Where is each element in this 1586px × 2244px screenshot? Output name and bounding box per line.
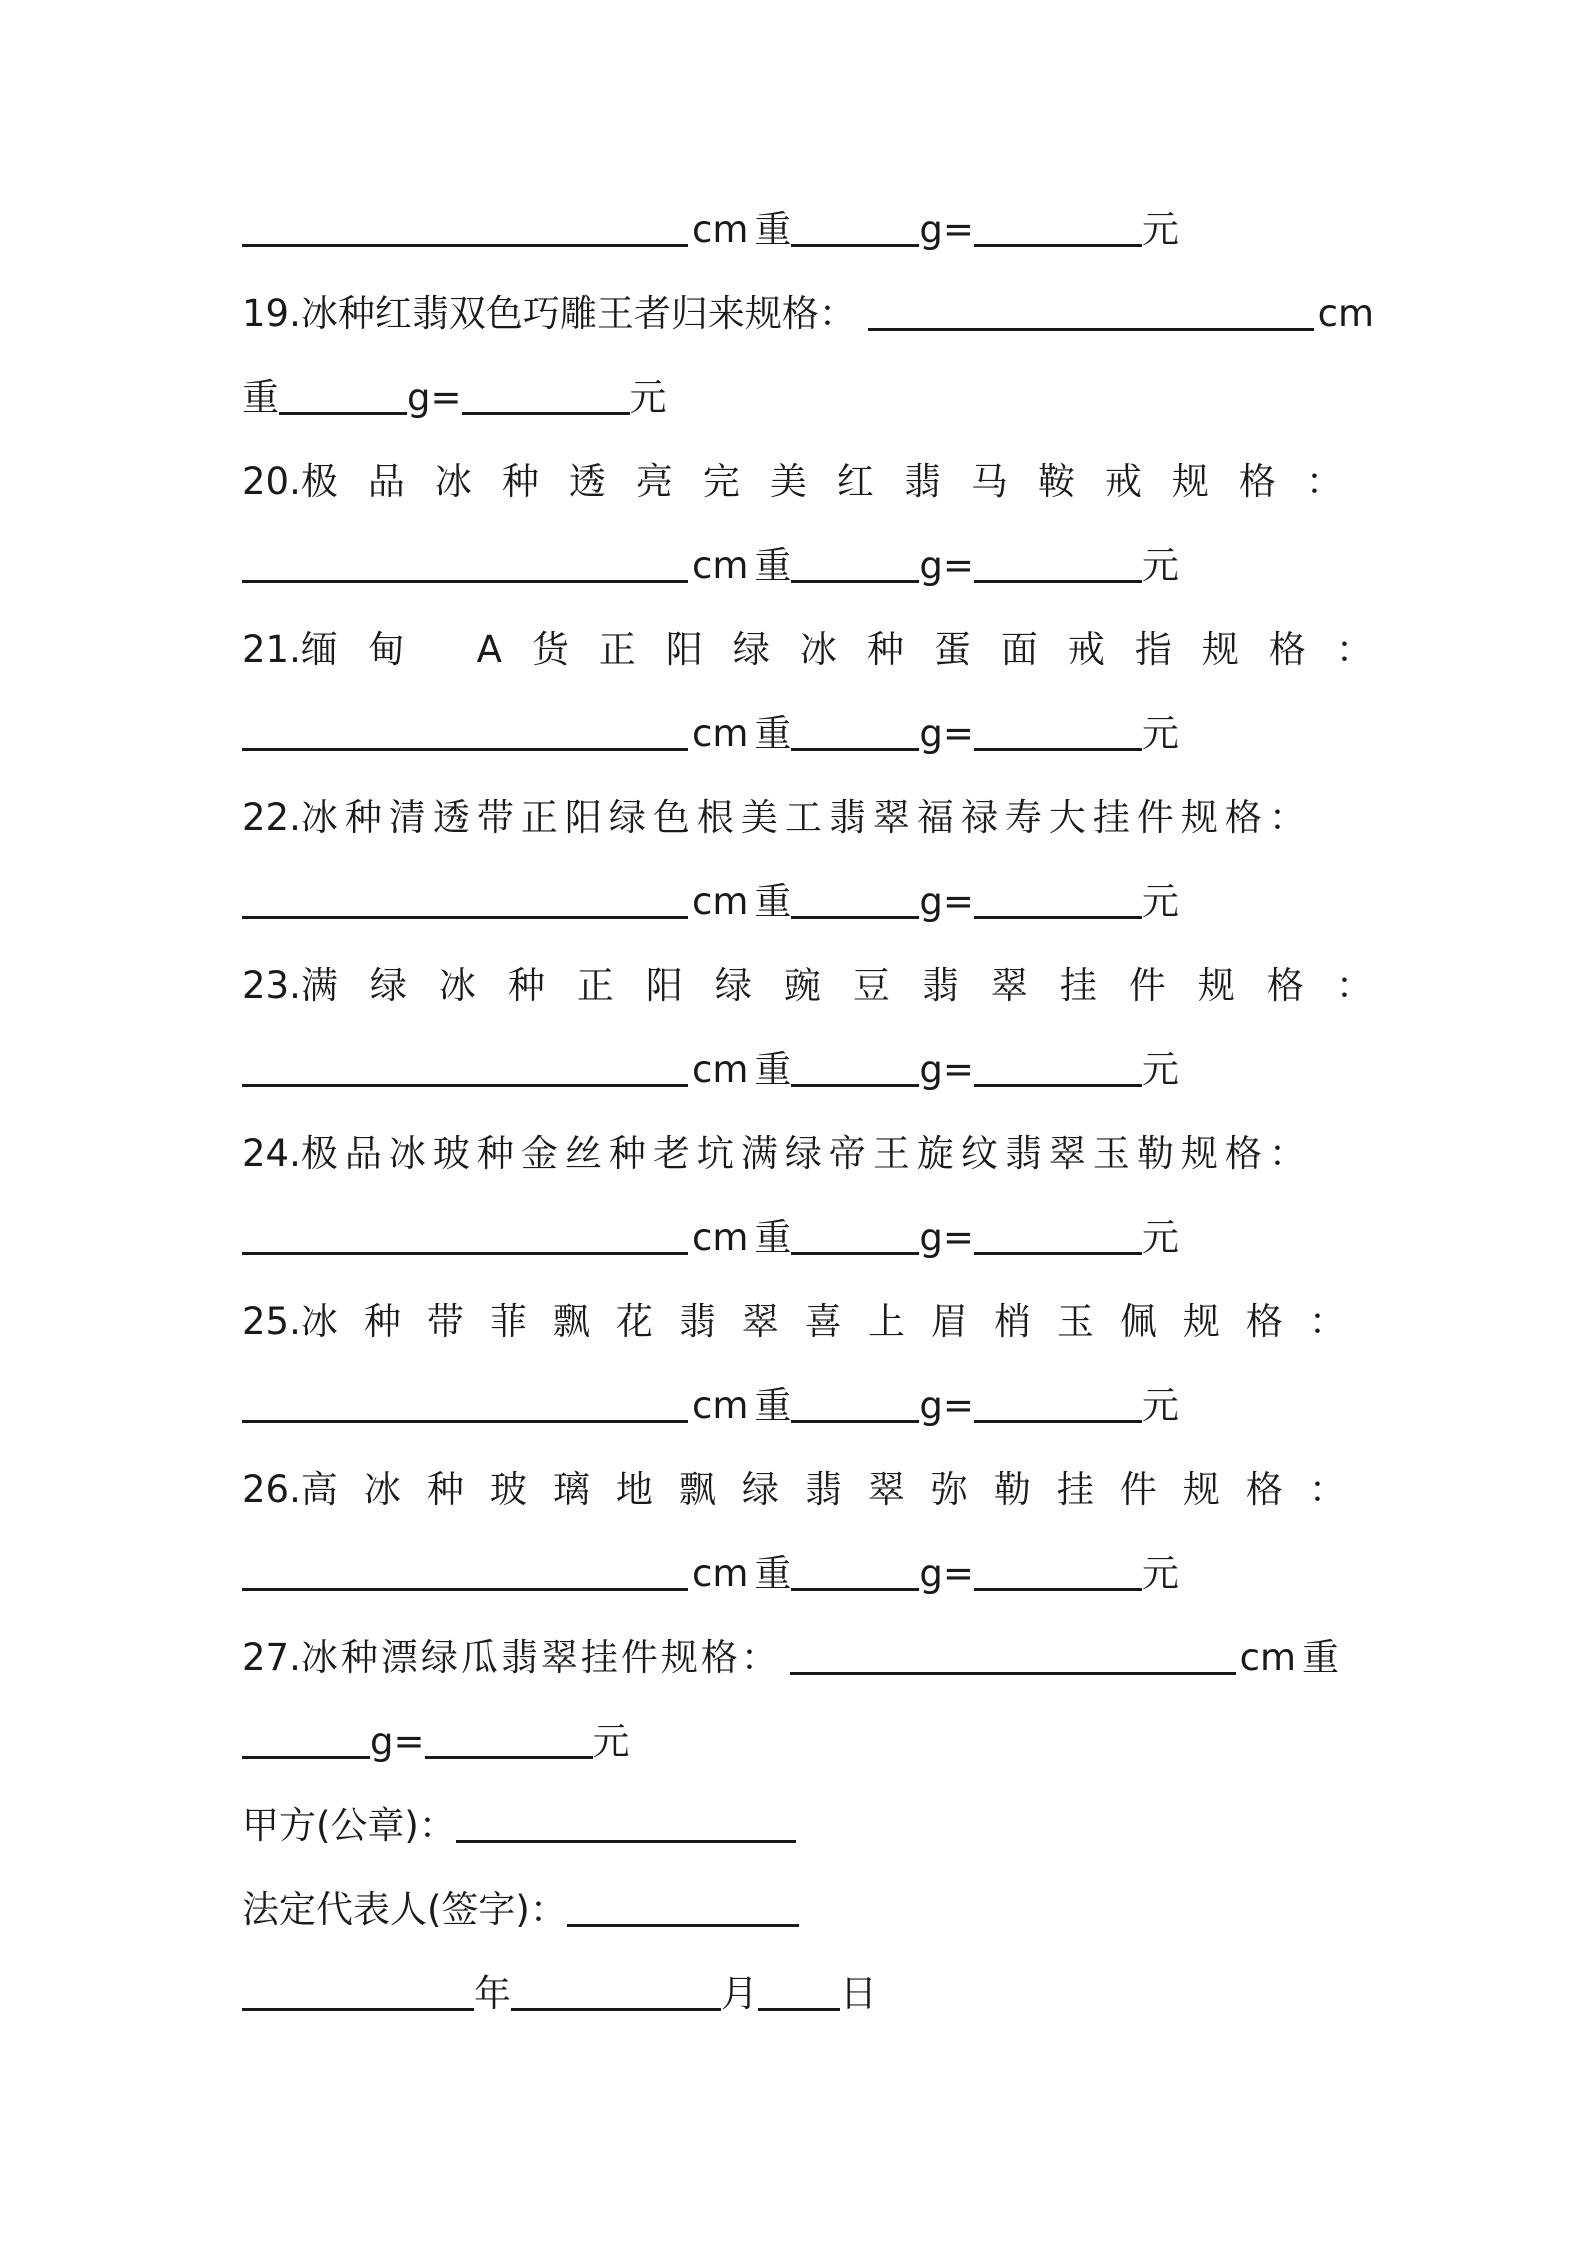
weight-blank[interactable]	[791, 1544, 919, 1591]
size-blank[interactable]	[868, 284, 1314, 331]
spec-line-18: cm 重 g= 元	[242, 200, 1179, 260]
size-blank[interactable]	[242, 1040, 688, 1087]
size-blank[interactable]	[242, 872, 688, 919]
spec-line-27: g= 元	[242, 1712, 630, 1772]
size-blank[interactable]	[242, 704, 688, 751]
item-21: 21.缅甸 A货正阳绿冰种蛋面戒指规格：	[242, 628, 1373, 671]
item-23: 23.满绿冰种正阳绿豌豆翡翠挂件规格：	[242, 964, 1373, 1007]
weight-blank[interactable]	[791, 1208, 919, 1255]
spec-line-22: cm 重 g= 元	[242, 872, 1179, 932]
price-blank[interactable]	[974, 1544, 1142, 1591]
weight-blank[interactable]	[791, 536, 919, 583]
day-blank[interactable]	[758, 1964, 840, 2011]
legal-rep-line: 法定代表人(签字)：	[242, 1880, 799, 1940]
weight-blank[interactable]	[791, 1040, 919, 1087]
spec-line-21: cm 重 g= 元	[242, 704, 1179, 764]
size-blank[interactable]	[790, 1628, 1236, 1675]
weight-blank[interactable]	[279, 368, 407, 415]
weight-blank[interactable]	[791, 872, 919, 919]
size-blank[interactable]	[242, 1376, 688, 1423]
size-blank[interactable]	[242, 1544, 688, 1591]
price-blank[interactable]	[462, 368, 630, 415]
weight-blank[interactable]	[791, 200, 919, 247]
year-blank[interactable]	[242, 1964, 474, 2011]
spec-line-19: 重 g= 元	[242, 368, 667, 428]
item-27: 27.冰种漂绿瓜翡翠挂件规格： cm 重	[242, 1628, 1339, 1688]
price-blank[interactable]	[974, 704, 1142, 751]
party-a-seal-blank[interactable]	[456, 1796, 796, 1843]
item-25: 25.冰种带菲飘花翡翠喜上眉梢玉佩规格：	[242, 1300, 1346, 1343]
price-blank[interactable]	[425, 1712, 593, 1759]
price-blank[interactable]	[974, 200, 1142, 247]
spec-line-25: cm 重 g= 元	[242, 1376, 1179, 1436]
spec-line-23: cm 重 g= 元	[242, 1040, 1179, 1100]
price-blank[interactable]	[974, 872, 1142, 919]
price-blank[interactable]	[974, 1208, 1142, 1255]
spec-line-24: cm 重 g= 元	[242, 1208, 1179, 1268]
spec-line-20: cm 重 g= 元	[242, 536, 1179, 596]
item-19: 19.冰种红翡双色巧雕王者归来规格： cm	[242, 284, 1380, 344]
item-20: 20.极品冰种透亮完美红翡马鞍戒规格：	[242, 460, 1343, 503]
size-blank[interactable]	[242, 200, 688, 247]
size-blank[interactable]	[242, 1208, 688, 1255]
item-26: 26.高冰种玻璃地飘绿翡翠弥勒挂件规格：	[242, 1468, 1346, 1511]
weight-blank[interactable]	[791, 1376, 919, 1423]
item-24: 24.极品冰玻种金丝种老坑满绿帝王旋纹翡翠玉勒规格：	[242, 1132, 1306, 1175]
size-blank[interactable]	[242, 536, 688, 583]
party-a-line: 甲方(公章)：	[242, 1796, 796, 1856]
price-blank[interactable]	[974, 1040, 1142, 1087]
spec-line-26: cm 重 g= 元	[242, 1544, 1179, 1604]
date-line: 年 月 日	[242, 1964, 877, 2024]
weight-blank[interactable]	[791, 704, 919, 751]
legal-rep-signature-blank[interactable]	[567, 1880, 799, 1927]
month-blank[interactable]	[511, 1964, 721, 2011]
weight-blank[interactable]	[242, 1712, 370, 1759]
price-blank[interactable]	[974, 536, 1142, 583]
price-blank[interactable]	[974, 1376, 1142, 1423]
item-22: 22.冰种清透带正阳绿色根美工翡翠福禄寿大挂件规格：	[242, 796, 1306, 839]
